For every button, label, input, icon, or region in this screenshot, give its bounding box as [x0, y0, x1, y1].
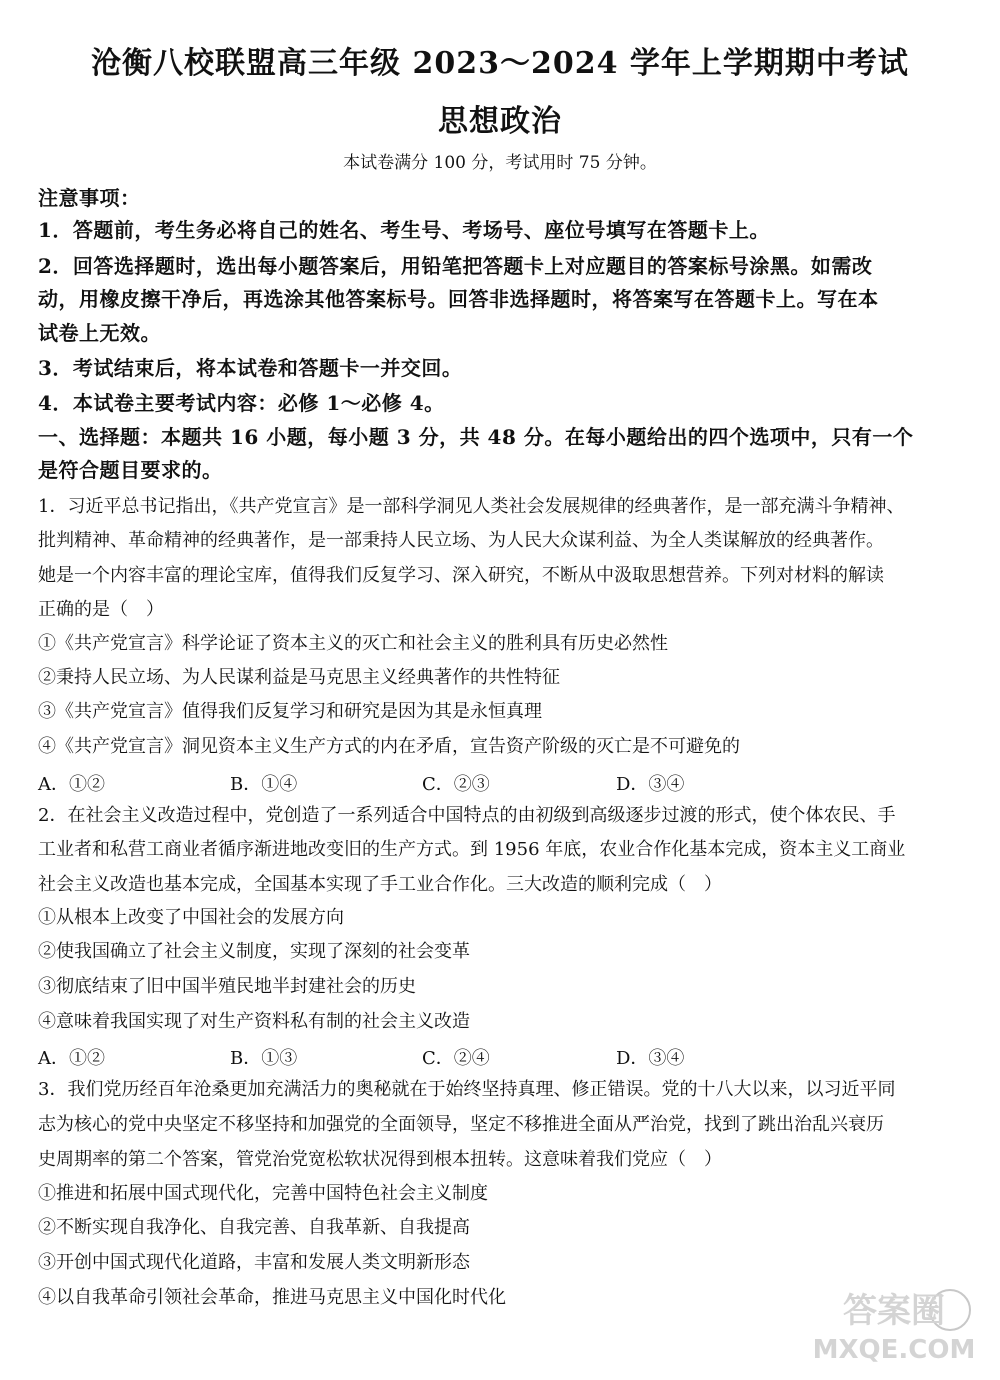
q1-item: ③《共产党宣言》值得我们反复学习和研究是因为其是永恒真理 [38, 701, 542, 722]
q3-stem-line: 志为核心的党中央坚定不移坚持和加强党的全面领导，坚定不移推进全面从严治党，找到了跳出治乱兴衰历 [38, 1114, 884, 1135]
q2-stem-line: 2．在社会主义改造过程中，党创造了一系列适合中国特点的由初级到高级逐步过渡的形式，使个体农民、手 [38, 805, 896, 826]
notice-line: 2．回答选择题时，选出每小题答案后，用铅笔把答题卡上对应题目的答案标号涂黑。如需改 [38, 254, 873, 278]
q1-option-d: D．③④ [616, 774, 685, 795]
q3-stem-line: 史周期率的第二个答案，管党治党宽松软状况得到根本扭转。这意味着我们党应（ ） [38, 1149, 722, 1170]
q2-option-c: C．②④ [422, 1048, 490, 1069]
notice-line: 动，用橡皮擦干净后，再选涂其他答案标号。回答非选择题时，将答案写在答题卡上。写在本 [38, 287, 879, 311]
q3-item: ④以自我革命引领社会革命，推进马克思主义中国化时代化 [38, 1287, 506, 1308]
q1-stem-line: 1．习近平总书记指出，《共产党宣言》是一部科学洞见人类社会发展规律的经典著作，是一部充满斗争精神、 [38, 496, 905, 517]
notice-line: 1．答题前，考生务必将自己的姓名、考生号、考场号、座位号填写在答题卡上。 [38, 218, 770, 242]
notice-heading: 注意事项： [38, 186, 141, 210]
q1-option-c: C．②③ [422, 774, 490, 795]
q2-option-b: B．①③ [230, 1048, 298, 1069]
exam-title: 沧衡八校联盟高三年级 2023～2024 学年上学期期中考试 [91, 46, 909, 81]
q2-item: ②使我国确立了社会主义制度，实现了深刻的社会变革 [38, 941, 470, 962]
exam-subtitle: 本试卷满分 100 分，考试用时 75 分钟。 [343, 153, 657, 173]
q2-options [38, 1044, 968, 1068]
q1-stem-line: 正确的是（ ） [38, 599, 164, 620]
notice-line: 4．本试卷主要考试内容：必修 1～必修 4。 [38, 391, 445, 415]
q1-item: ①《共产党宣言》科学论证了资本主义的灭亡和社会主义的胜利具有历史必然性 [38, 633, 668, 654]
q3-item: ③开创中国式现代化道路，丰富和发展人类文明新形态 [38, 1252, 470, 1273]
q2-option-a: A．①② [38, 1048, 105, 1069]
q3-item: ②不断实现自我净化、自我完善、自我革新、自我提高 [38, 1217, 470, 1238]
q3-item: ①推进和拓展中国式现代化，完善中国特色社会主义制度 [38, 1183, 488, 1204]
q2-stem-line: 社会主义改造也基本完成，全国基本实现了手工业合作化。三大改造的顺利完成（ ） [38, 874, 722, 895]
notice-line: 3．考试结束后，将本试卷和答题卡一并交回。 [38, 356, 463, 380]
q3-stem-line: 3．我们党历经百年沧桑更加充满活力的奥秘就在于始终坚持真理、修正错误。党的十八大以来，以习近平同 [38, 1079, 896, 1100]
q1-stem-line: 批判精神、革命精神的经典著作，是一部秉持人民立场、为人民大众谋利益、为全人类谋解放的经典著作。 [38, 530, 884, 551]
watermark-text-2: MXQE.COM [812, 1335, 976, 1365]
q2-item: ①从根本上改变了中国社会的发展方向 [38, 907, 344, 928]
notice-line: 试卷上无效。 [38, 321, 161, 345]
q1-item: ④《共产党宣言》洞见资本主义生产方式的内在矛盾，宣告资产阶级的灭亡是不可避免的 [38, 736, 740, 757]
watermark-svg [794, 1286, 994, 1366]
q2-option-d: D．③④ [616, 1048, 685, 1069]
q1-stem-line: 她是一个内容丰富的理论宝库，值得我们反复学习、深入研究，不断从中汲取思想营养。下列对材料的解读 [38, 565, 884, 586]
q1-item: ②秉持人民立场、为人民谋利益是马克思主义经典著作的共性特征 [38, 667, 560, 688]
section-heading: 一、选择题：本题共 16 小题，每小题 3 分，共 48 分。在每小题给出的四个选项中，只有一个 [38, 425, 914, 449]
subject-title: 思想政治 [438, 104, 562, 139]
q2-item: ④意味着我国实现了对生产资料私有制的社会主义改造 [38, 1011, 470, 1032]
q1-option-b: B．①④ [230, 774, 298, 795]
q2-stem-line: 工业者和私营工商业者循序渐进地改变旧的生产方式。到 1956 年底，农业合作化基本完成，资本主义工商业 [38, 839, 906, 860]
watermark-logo [794, 1286, 994, 1366]
q1-option-a: A．①② [38, 774, 105, 795]
q1-options [38, 770, 968, 794]
q2-item: ③彻底结束了旧中国半殖民地半封建社会的历史 [38, 976, 416, 997]
watermark-text-1: 答案圈 [843, 1291, 945, 1331]
section-heading: 是符合题目要求的。 [38, 458, 223, 482]
